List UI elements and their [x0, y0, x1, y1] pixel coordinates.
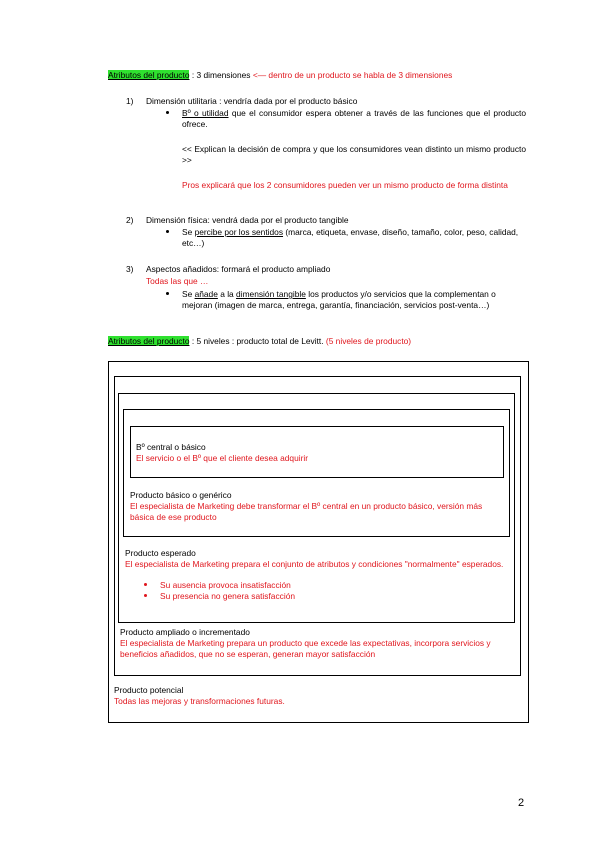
- item3-title: Aspectos añadidos: formará el producto ampliado: [146, 264, 331, 274]
- item3-bullet-mid: a la: [220, 289, 234, 299]
- section1-heading-link[interactable]: Atributos del producto: [108, 70, 190, 80]
- item2-bullet-pre: Se: [182, 227, 193, 237]
- page-number: 2: [518, 797, 525, 809]
- level-central-desc: El servicio o el Bº que el cliente desea adquirir: [136, 453, 309, 463]
- bullet-icon: [144, 583, 147, 586]
- item3-note: Todas las que …: [146, 276, 209, 286]
- item3-bullet-term2: dimensión tangible: [236, 289, 306, 299]
- section1-heading: [108, 70, 452, 81]
- bullet-icon: [166, 230, 169, 233]
- bullet-icon: [166, 292, 169, 295]
- item2-bullet-term: percibe por los sentidos: [194, 227, 284, 237]
- section2-heading-link[interactable]: Atributos del producto: [108, 336, 190, 346]
- bullet-icon: [144, 594, 147, 597]
- bullet-icon: [166, 111, 169, 114]
- item1-title: Dimensión utilitaria : vendría dada por el producto básico: [146, 96, 358, 106]
- item1-note: Pros explicará que los 2 consumidores pueden ver un mismo producto de forma distinta: [182, 180, 508, 190]
- section1-heading-note: <— dentro de un producto se habla de 3 dimensiones: [252, 70, 453, 80]
- item3-bullet-term1: añade: [194, 289, 218, 299]
- item2-bullet-text: (marca, etiqueta, envase, diseño, tamaño, color, peso, calidad, etc…): [182, 227, 519, 248]
- item3-bullet-text: los productos y/o servicios que la complementan o mejoran (imagen de marca, entrega, garantía, financiación, servicios post-venta…): [182, 289, 496, 310]
- level-ampliado-title: Producto ampliado o incrementado: [120, 627, 250, 637]
- level-central-title: Bº central o básico: [136, 442, 206, 452]
- section2-heading-text: : 5 niveles : producto total de Levitt.: [191, 336, 324, 346]
- item3-number: 3): [126, 264, 134, 274]
- item2-bullet: [182, 227, 526, 248]
- item3-bullet: [182, 289, 526, 310]
- level-esperado-bullet-2: Su presencia no genera satisfacción: [160, 591, 296, 601]
- section1-heading-text: : 3 dimensiones: [191, 70, 251, 80]
- section2-heading-note: (5 niveles de producto): [325, 336, 412, 346]
- level-potencial-desc: Todas las mejoras y transformaciones futuras.: [114, 696, 285, 706]
- level-basico-title: Producto básico o genérico: [130, 490, 232, 500]
- item3-bullet-pre: Se: [182, 289, 193, 299]
- item2-number: 2): [126, 215, 134, 225]
- item1-bullet-term: Bº o utilidad: [182, 108, 229, 118]
- level-esperado-bullet-1: Su ausencia provoca insatisfacción: [160, 580, 291, 590]
- item1-bullet: [182, 108, 526, 129]
- level-potencial-title: Producto potencial: [114, 685, 184, 695]
- item1-bullet-text: que el consumidor espera obtener a través de las funciones que el producto ofrece.: [182, 108, 527, 129]
- level-basico-desc: El especialista de Marketing debe transformar el Bº central en un producto básico, versión más básica de ese producto: [130, 501, 483, 522]
- section2-heading: [108, 336, 411, 347]
- item2-title: Dimensión física: vendrá dada por el producto tangible: [146, 215, 349, 225]
- item1-number: 1): [126, 96, 134, 106]
- level-ampliado-desc: El especialista de Marketing prepara un producto que excede las expectativas, incorpora servicios y beneficios añadidos, que no se esperan, generan mayor satisfacción: [120, 638, 491, 659]
- level-esperado-desc: El especialista de Marketing prepara el conjunto de atributos y condiciones "normalmente" esperados.: [125, 559, 504, 569]
- item1-quote: << Explican la decisión de compra y que los consumidores vean distinto un mismo producto >>: [182, 144, 526, 165]
- level-esperado-title: Producto esperado: [125, 548, 196, 558]
